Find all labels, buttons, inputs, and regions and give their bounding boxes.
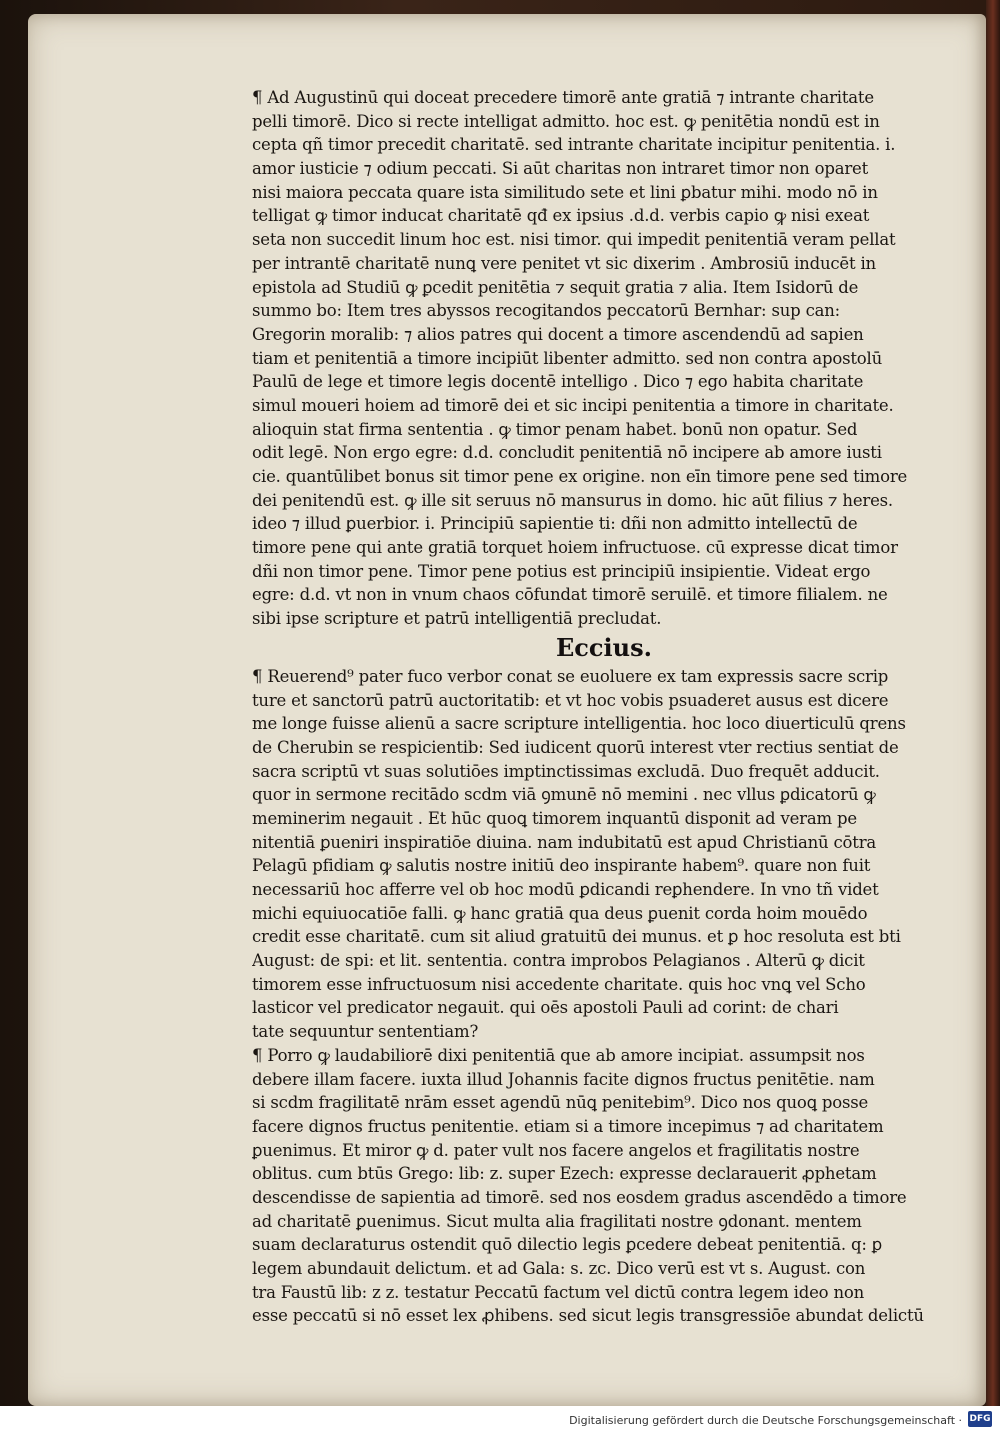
text-line: quor in sermone recitādo scdm viā ꝯmunē nō memini . nec vllus ꝑdicatorū ꝙ [252, 785, 876, 805]
text-line: michi equiuocatiōe falli. ꝙ hanc gratiā qua deus ꝑuenit corda hoim mouēdo [252, 903, 868, 923]
text-line: necessariū hoc afferre vel ob hoc modū ꝑdicandi reꝑhendere. In vno tñ videt [252, 880, 879, 899]
text-line: esse peccatū si nō esset lex ꝓhibens. sed sicut legis transgressiōe abundat delictū [252, 1306, 924, 1326]
text-line: ¶ Reuerend⁹ pater fuco verbor conat se euoluere ex tam expressis sacre scrip [252, 666, 889, 686]
speaker-heading: Eccius. [556, 632, 652, 662]
text-line: epistola ad Studiū ꝙ ꝑcedit penitētia ⁊ sequit gratia ⁊ alia. Item Isidorū de [252, 277, 859, 297]
text-line: per intrantē charitatē nunꝗ vere penitet vt sic dixerim . Ambrosiū inducēt in [252, 253, 876, 273]
text-line: telligat ꝙ timor inducat charitatē qđ ex ipsius .d.d. verbis capio ꝙ nisi exeat [252, 206, 870, 226]
text-line: alioquin stat firma sententia . ꝙ timor penam habet. bonū non opatur. Sed [252, 419, 858, 439]
text-line: descendisse de sapientia ad timorē. sed nos eosdem gradus ascendēdo a timore [252, 1187, 907, 1207]
text-line: ture et sanctorū patrū auctoritatib: et vt hoc vobis psuaderet ausus est dicere [252, 690, 889, 710]
text-line: seta non succedit linum hoc est. nisi timor. qui impedit penitentiā veram pellat [252, 230, 896, 250]
text-line: lasticor vel predicator negauit. qui oēs apostoli Pauli ad corint: de chari [252, 998, 839, 1018]
text-line: odit legē. Non ergo egre: d.d. concludit penitentiā nō incipere ab amore iusti [252, 443, 882, 463]
text-line: nisi maiora peccata quare ista similitudo sete et lini ꝑbatur mihi. modo nō in [252, 182, 878, 202]
text-line: tra Faustū lib: z z. testatur Peccatū factum vel dictū contra legem ideo non [252, 1282, 865, 1302]
text-line: cie. quantūlibet bonus sit timor pene ex origine. non eīn timore pene sed timore [252, 467, 908, 486]
text-line: legem abundauit delictum. et ad Gala: s. zc. Dico verū est vt s. August. con [252, 1259, 866, 1278]
text-line: amor iusticie ⁊ odium peccati. Si aūt charitas non intraret timor non oparet [252, 159, 869, 179]
text-line: August: de spi: et lit. sententia. contra improbos Pelagianos . Alterū ꝙ dicit [252, 951, 865, 971]
text-line: oblitus. cum btūs Grego: lib: z. super Ezech: expresse declarauerit ꝓphetam [252, 1164, 877, 1184]
text-line: ad charitatē ꝑuenimus. Sicut multa alia fragilitati nostre ꝯdonant. mentem [252, 1211, 862, 1231]
text-line: facere dignos fructus penitentie. etiam si a timore incepimus ⁊ ad charitatem [252, 1116, 884, 1136]
body-text-first-part [252, 86, 956, 631]
text-line: timorem esse infructuosum nisi accedente charitate. quis hoc vnꝗ vel Scho [252, 974, 866, 994]
text-line: me longe fuisse alienū a sacre scripture intelligentia. hoc loco diuerticulū qrens [252, 714, 906, 734]
text-line: debere illam facere. iuxta illud Johannis facite dignos fructus penitētie. nam [252, 1069, 875, 1089]
text-line: de Cherubin se respicientib: Sed iudicent quorū interest vter rectius sentiat de [252, 737, 899, 757]
text-line: dñi non timor pene. Timor pene potius est principiū insipientie. Videat ergo [252, 561, 871, 581]
text-line: tiam et penitentiā a timore incipiūt libenter admitto. sed non contra apostolū [252, 348, 883, 368]
text-line: sacra scriptū vt suas solutiōes imptinctissimas excludā. Duo frequēt adducit. [252, 761, 880, 781]
footer-bar [0, 1406, 1000, 1439]
book-binding-edge [986, 0, 1000, 1420]
text-line: ꝑuenimus. Et miror ꝙ d. pater vult nos facere angelos et fragilitatis nostre [252, 1140, 860, 1160]
dfg-logo: DFG [968, 1411, 992, 1427]
text-line: credit esse charitatē. cum sit aliud gratuitū dei munus. et ꝑ hoc resoluta est bti [252, 927, 901, 947]
text-line: sibi ipse scripture et patrū intelligentiā precludat. [252, 609, 662, 629]
funding-credit: Digitalisierung gefördert durch die Deutsche Forschungsgemeinschaft · [569, 1414, 962, 1427]
text-line: suam declaraturus ostendit quō dilectio legis ꝑcedere debeat penitentiā. q: ꝑ [252, 1235, 883, 1255]
text-line: pelli timorē. Dico si recte intelligat admitto. hoc est. ꝙ penitētia nondū est in [252, 111, 880, 131]
text-line: Paulū de lege et timore legis docentē intelligo . Dico ⁊ ego habita charitate [252, 372, 864, 392]
text-line: Pelagū pfidiam ꝙ salutis nostre initiū deo inspirante habem⁹. quare non fuit [252, 856, 871, 876]
text-line: dei penitendū est. ꝙ ille sit seruus nō mansurus in domo. hic aūt filius ⁊ heres. [252, 490, 893, 510]
body-text-second-part [252, 665, 956, 1328]
text-line: ¶ Ad Augustinū qui doceat precedere timorē ante gratiā ⁊ intrante charitate [252, 88, 874, 107]
page-text-block [252, 86, 956, 1328]
text-line: ¶ Porro ꝙ laudabiliorē dixi penitentiā que ab amore incipiat. assumpsit nos [252, 1045, 865, 1065]
text-line: simul moueri hoiem ad timorē dei et sic incipi penitentia a timore in charitate. [252, 395, 894, 415]
text-line: egre: d.d. vt non in vnum chaos cōfundat timorē seruilē. et timore filialem. ne [252, 585, 888, 605]
text-line: summo bo: Item tres abyssos recogitandos peccatorū Bernhar: sup can: [252, 301, 841, 321]
text-line: timore pene qui ante gratiā torquet hoiem infructuose. cū expresse dicat timor [252, 538, 898, 558]
text-line: nitentiā ꝑueniri inspiratiōe diuina. nam indubitatū est apud Christianū cōtra [252, 832, 877, 852]
text-line: tate sequuntur sententiam? [252, 1022, 479, 1042]
text-line: si scdm fragilitatē nrām esset agendū nūꝗ penitebim⁹. Dico nos quoꝗ posse [252, 1093, 869, 1113]
text-line: meminerim negauit . Et hūc quoꝗ timorem inquantū disponit ad veram pe [252, 808, 857, 828]
text-line: cepta qñ timor precedit charitatē. sed intrante charitate incipitur penitentia. i. [252, 135, 896, 155]
text-line: Gregorin moralib: ⁊ alios patres qui docent a timore ascendendū ad sapien [252, 324, 864, 344]
text-line: ideo ⁊ illud ꝑuerbior. i. Principiū sapientie ti: dñi non admitto intellectū de [252, 514, 858, 534]
